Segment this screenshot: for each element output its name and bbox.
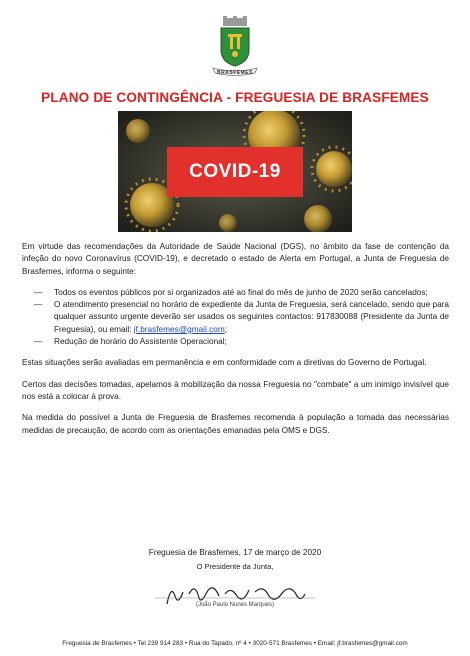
crest-name: BRASFEMES [217, 70, 253, 76]
footer-contacts: Freguesia de Brasfemes • Tel 239 914 283 • Rua do Tapado, nº 4 • 3020-571 Brasfemes • Email: jf.brasfemes@gmail.com [62, 640, 408, 647]
list-item: — Todos os eventos públicos por si organizados até ao final do mês de junho de 2020 serão cancelados; [22, 287, 449, 299]
measures-list [22, 287, 449, 348]
covid-label: COVID-19 [167, 147, 303, 197]
list-item-text: O atendimento presencial no horário de expediente da Junta de Freguesia, será cancelado, sendo que para qualquer assunto urgente deverão ser usados os seguintes contactos: 917830088 (Presidente da Junta de Freguesia), ou email: [54, 300, 449, 334]
signer-name: (João Paulo Nunes Marques) [195, 602, 275, 608]
paragraph: Na medida do possível a Junta de Freguesia de Brasfemes recomenda à população a tomada das necessárias medidas de precaução, de acordo com as orientações emanadas pela OMS e DGS. [22, 413, 449, 435]
covid-banner-image [118, 111, 352, 232]
list-item: — Redução de horário do Assistente Operacional; [22, 336, 449, 348]
virus-particle-icon [126, 119, 150, 143]
document-body [22, 241, 449, 446]
coat-of-arms-icon [203, 16, 267, 78]
signer-role: O Presidente da Junta, [196, 562, 274, 571]
handwritten-signature-icon [145, 574, 325, 614]
list-item [22, 299, 449, 336]
paragraph: Certos das decisões tomadas, apelamos à mobilização da nossa Freguesia no "combate" a um inimigo invisível que nos está a colocar à prova. [22, 379, 449, 401]
paragraph: Estas situações serão avaliadas em permanência e em conformidade com a diretivas do Governo de Portugal. [22, 358, 427, 368]
intro-paragraph: Em virtude das recomendações da Autoridade de Saúde Nacional (DGS), no âmbito da fase de contenção da infeção do novo Coronavírus (COVID-19), e decretado o estado de Alerta em Portugal, a Junta de Freguesia de Brasfemes, informa o seguinte: [22, 242, 449, 276]
email-link[interactable]: jf.brasfemes@gmail.com [133, 324, 225, 334]
virus-particle-icon [219, 214, 237, 232]
list-item-end: ; [224, 324, 227, 334]
page-title: PLANO DE CONTINGÊNCIA - FREGUESIA DE BRASFEMES [41, 90, 429, 105]
place-date: Freguesia de Brasfemes, 17 de março de 2020 [148, 548, 322, 557]
virus-particle-icon [304, 205, 332, 232]
